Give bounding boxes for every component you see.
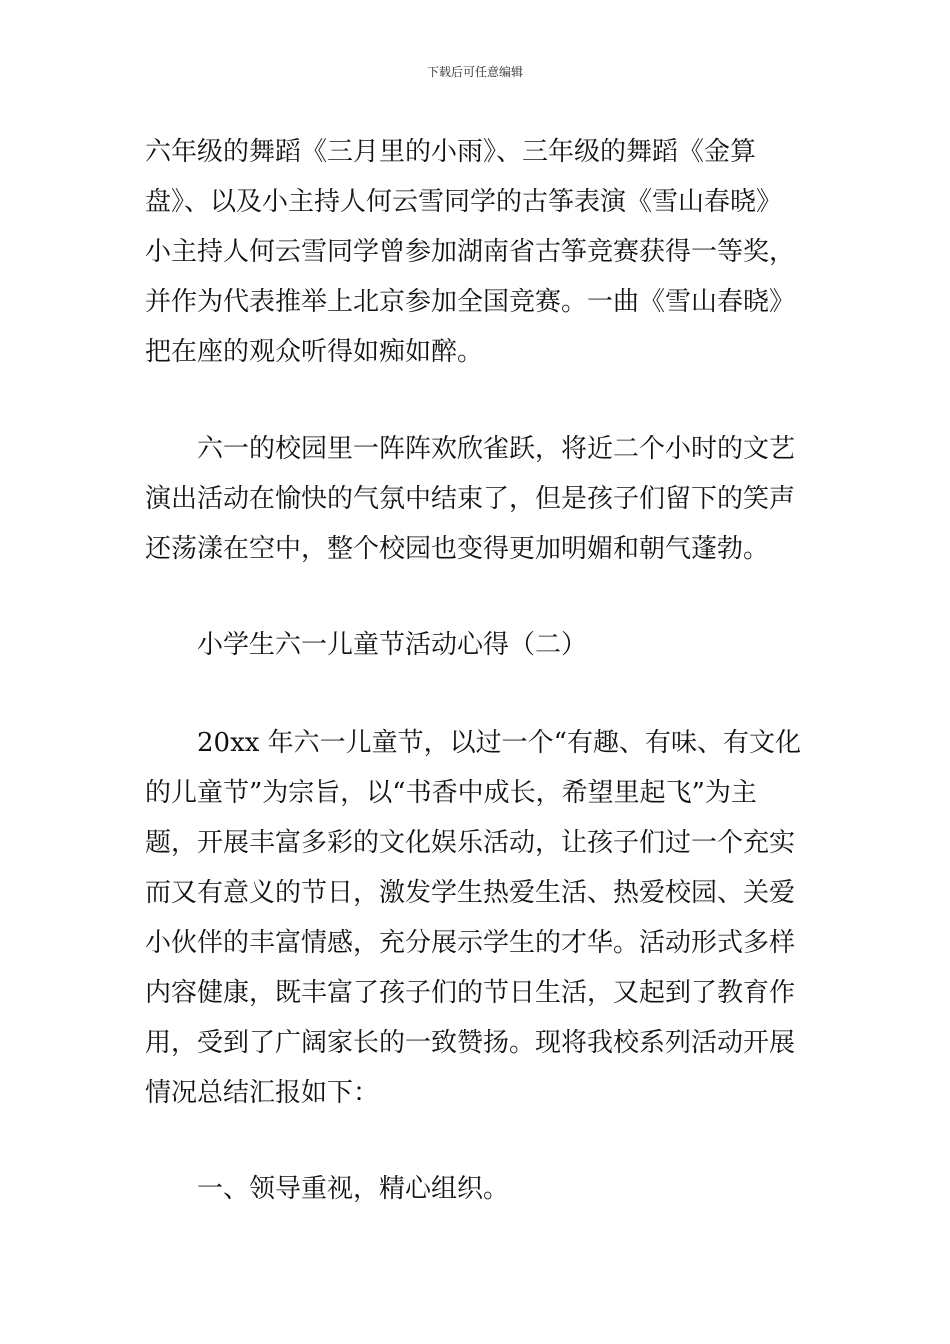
subheading-leadership — [145, 1164, 809, 1214]
paragraph-campus-celebration — [145, 424, 809, 574]
text-line: 题，开展丰富多彩的文化娱乐活动，让孩子们过一个充实 — [145, 828, 796, 858]
text-line: 并作为代表推举上北京参加全国竞赛。一曲《雪山春晓》 — [145, 287, 796, 317]
text-line: 情况总结汇报如下： — [145, 1078, 380, 1108]
section-title-text: 小学生六一儿童节活动心得（二） — [197, 630, 588, 660]
paragraph-performances — [145, 127, 809, 377]
text-line: 六一的校园里一阵阵欢欣雀跃，将近二个小时的文艺 — [197, 434, 796, 464]
text-line: 而又有意义的节日，激发学生热爱生活、热爱校园、关爱 — [145, 878, 796, 908]
text-line: 用，受到了广阔家长的一致赞扬。现将我校系列活动开展 — [145, 1028, 796, 1058]
text-line: 演出活动在愉快的气氛中结束了，但是孩子们留下的笑声 — [145, 484, 796, 514]
text-line: 小伙伴的丰富情感，充分展示学生的才华。活动形式多样 — [145, 928, 796, 958]
text-line: 六年级的舞蹈《三月里的小雨》、三年级的舞蹈《金算 — [145, 137, 757, 167]
subheading-text: 一、领导重视，精心组织。 — [197, 1174, 510, 1204]
paragraph-summary — [145, 718, 809, 1118]
text-line: 20xx 年六一儿童节，以过一个“有趣、有味、有文化 — [197, 728, 801, 758]
text-line: 盘》、以及小主持人何云雪同学的古筝表演《雪山春晓》 — [145, 187, 783, 217]
section-title — [145, 620, 809, 670]
text-line: 内容健康，既丰富了孩子们的节日生活，又起到了教育作 — [145, 978, 796, 1008]
text-line: 还荡漾在空中，整个校园也变得更加明媚和朝气蓬勃。 — [145, 534, 770, 564]
page-header: 下载后可任意编辑 — [426, 65, 523, 79]
text-line: 小主持人何云雪同学曾参加湖南省古筝竞赛获得一等奖， — [145, 237, 796, 267]
text-line: 的儿童节”为宗旨，以“书香中成长，希望里起飞”为主 — [145, 778, 757, 808]
text-line: 把在座的观众听得如痴如醉。 — [145, 337, 484, 367]
